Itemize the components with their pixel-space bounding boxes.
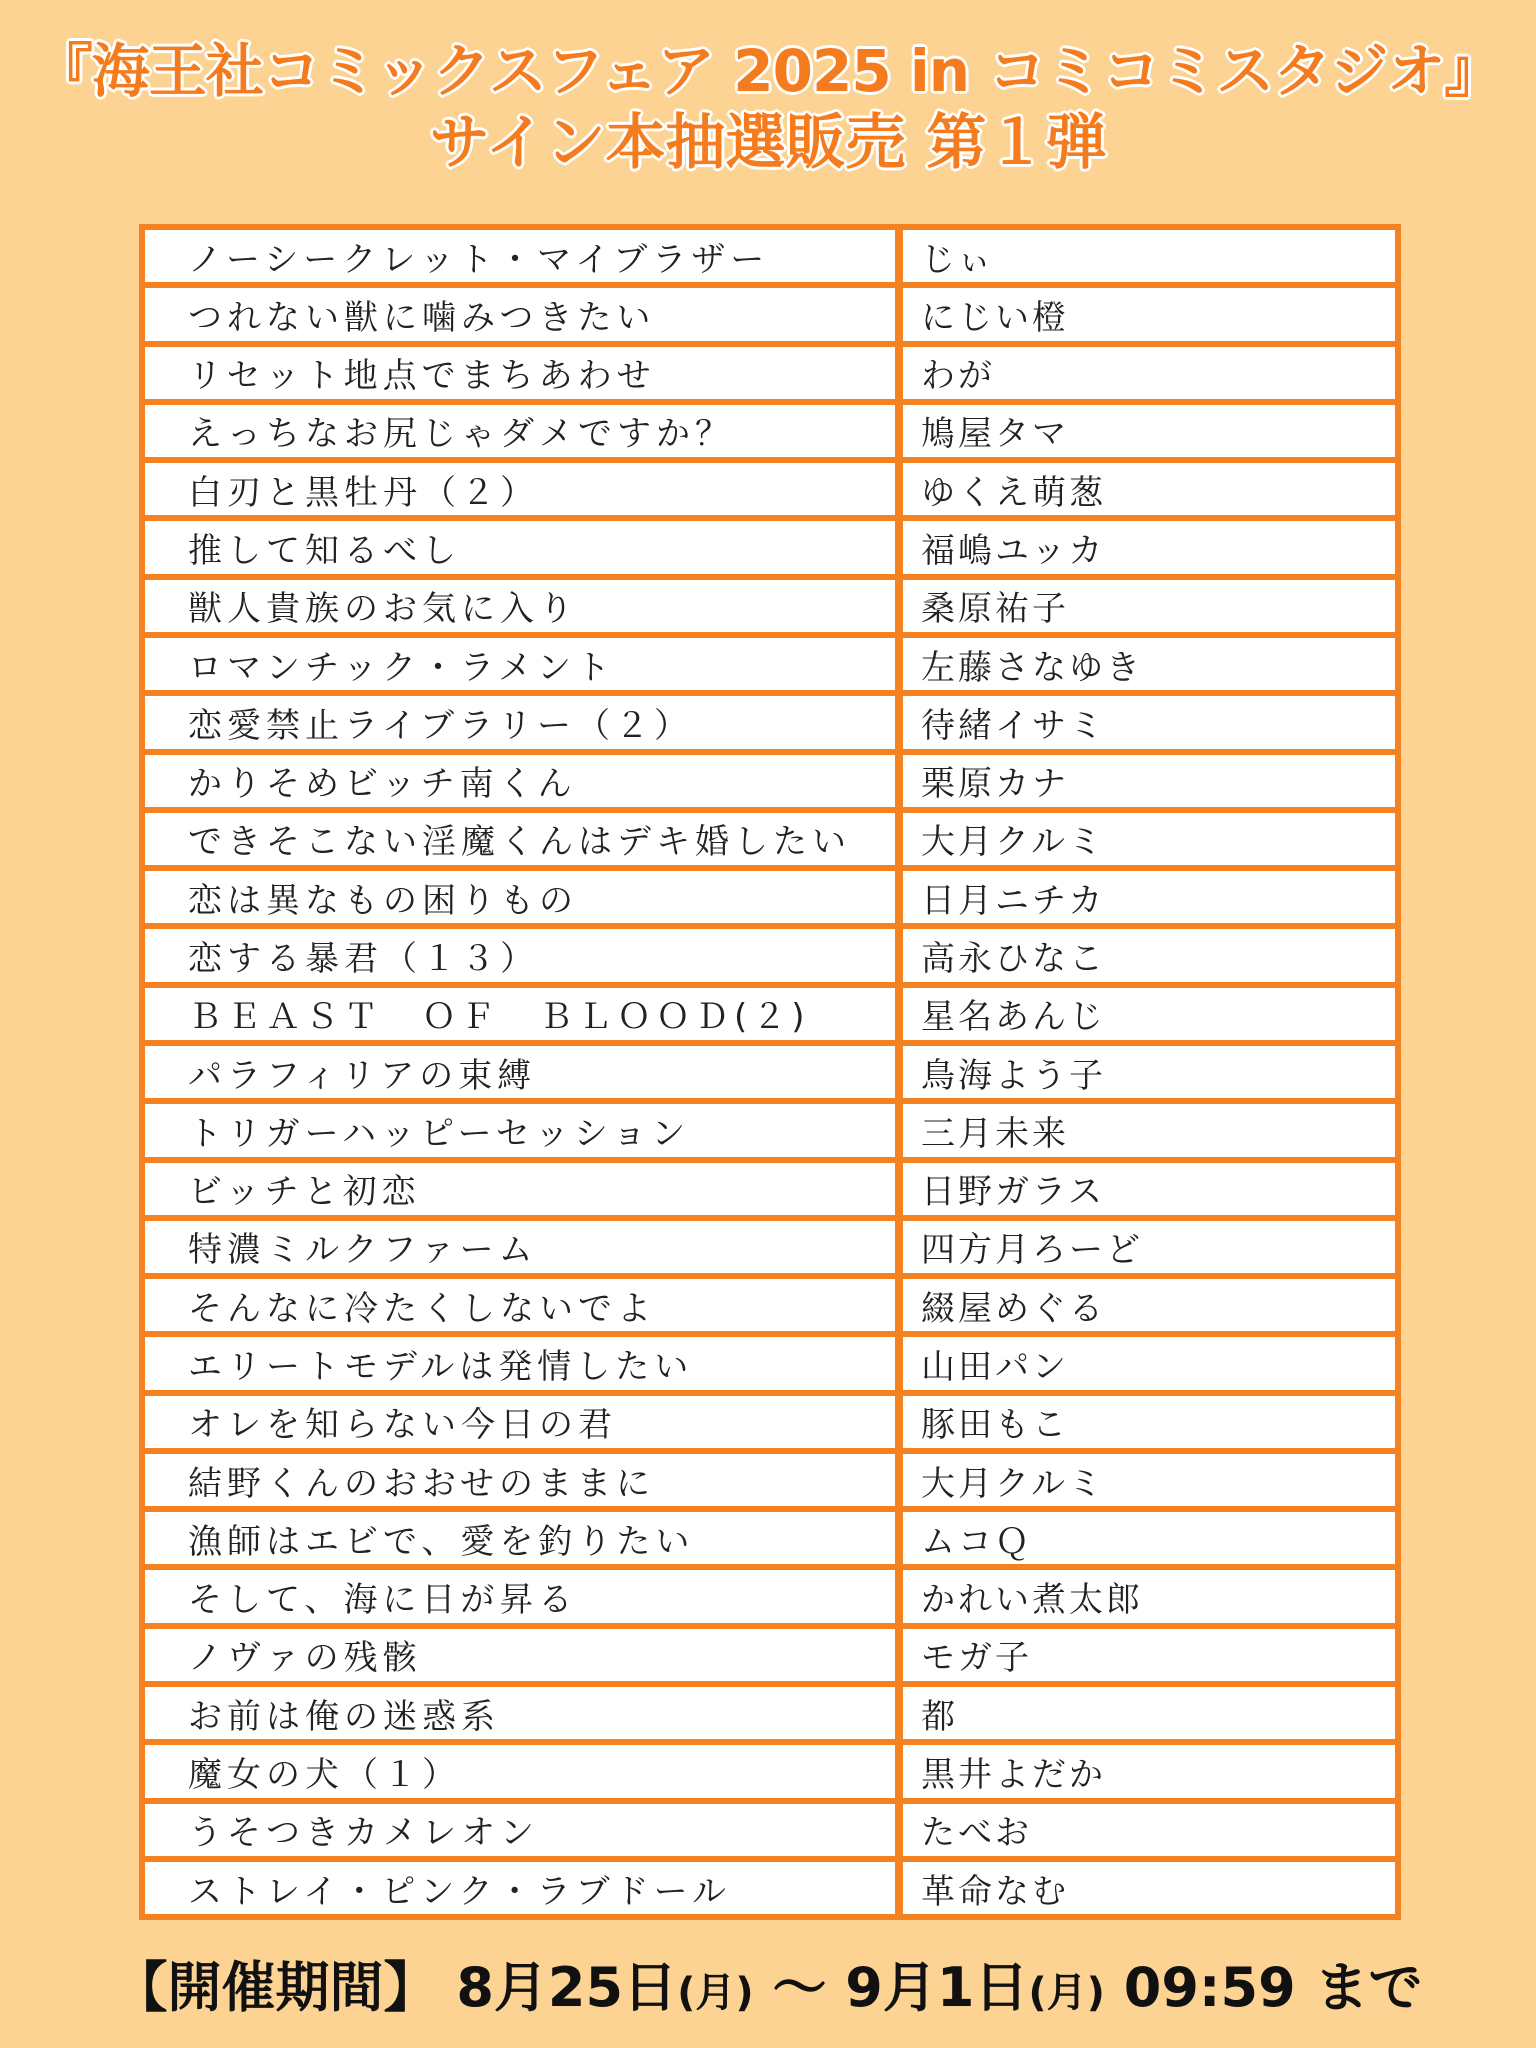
book-title-cell: ストレイ・ピンク・ラブドール: [145, 1862, 895, 1914]
table-row: [145, 929, 1395, 981]
table-row: [145, 1629, 1395, 1681]
author-cell: 都: [903, 1687, 1395, 1739]
author-cell: 大月クルミ: [903, 813, 1395, 865]
book-title-cell: ＢＥＡＳＴ ＯＦ ＢＬＯＯＤ(２): [145, 988, 895, 1040]
book-title-cell: ノーシークレット・マイブラザー: [145, 230, 895, 282]
end-time: 09:59: [1123, 1956, 1296, 2019]
author-cell: 星名あんじ: [903, 988, 1395, 1040]
table-row: [145, 1279, 1395, 1331]
author-cell: 三月未来: [903, 1104, 1395, 1156]
table-row: [145, 347, 1395, 399]
book-title-cell: パラフィリアの束縛: [145, 1046, 895, 1098]
page-title: [0, 37, 1536, 178]
date-separator: 〜: [772, 1956, 827, 2019]
until-label: まで: [1314, 1956, 1423, 2019]
table-row: [145, 521, 1395, 573]
author-cell: 山田パン: [903, 1337, 1395, 1389]
book-title-cell: えっちなお尻じゃダメですか？: [145, 405, 895, 457]
table-row: [145, 1221, 1395, 1273]
book-title-cell: ロマンチック・ラメント: [145, 638, 895, 690]
end-date: 9月1日: [845, 1956, 1029, 2019]
book-title-cell: リセット地点でまちあわせ: [145, 347, 895, 399]
table-row: [145, 871, 1395, 923]
table-row: [145, 405, 1395, 457]
author-cell: じぃ: [903, 230, 1395, 282]
book-title-cell: 魔女の犬（１）: [145, 1745, 895, 1797]
start-day-of-week: (月): [677, 1970, 754, 2016]
author-cell: ゆくえ萌葱: [903, 463, 1395, 515]
book-list-rows: [145, 230, 1395, 1914]
author-cell: ムコＱ: [903, 1512, 1395, 1564]
table-row: [145, 1745, 1395, 1797]
book-title-cell: お前は俺の迷惑系: [145, 1687, 895, 1739]
book-title-cell: 恋は異なもの困りもの: [145, 871, 895, 923]
table-row: [145, 1046, 1395, 1098]
book-title-cell: 特濃ミルクファーム: [145, 1221, 895, 1273]
author-cell: 豚田もこ: [903, 1396, 1395, 1448]
book-title-cell: つれない獣に噛みつきたい: [145, 288, 895, 340]
title-line-2: サイン本抽選販売 第１弾: [429, 107, 1107, 178]
table-row: [145, 813, 1395, 865]
book-title-cell: オレを知らない今日の君: [145, 1396, 895, 1448]
author-cell: 左藤さなゆき: [903, 638, 1395, 690]
table-row: [145, 230, 1395, 282]
book-title-cell: エリートモデルは発情したい: [145, 1337, 895, 1389]
book-title-cell: かりそめビッチ南くん: [145, 755, 895, 807]
table-row: [145, 1512, 1395, 1564]
book-title-cell: ノヴァの残骸: [145, 1629, 895, 1681]
author-cell: 高永ひなこ: [903, 929, 1395, 981]
table-row: [145, 1163, 1395, 1215]
table-row: [145, 288, 1395, 340]
book-list-table: [139, 224, 1401, 1920]
book-title-cell: 獣人貴族のお気に入り: [145, 580, 895, 632]
table-row: [145, 696, 1395, 748]
book-title-cell: 恋する暴君（１３）: [145, 929, 895, 981]
author-cell: にじい橙: [903, 288, 1395, 340]
table-row: [145, 1862, 1395, 1914]
book-title-cell: そんなに冷たくしないでよ: [145, 1279, 895, 1331]
start-date: 8月25日: [456, 1956, 678, 2019]
author-cell: 鳩屋タマ: [903, 405, 1395, 457]
end-day-of-week: (月): [1028, 1970, 1105, 2016]
table-row: [145, 463, 1395, 515]
author-cell: 大月クルミ: [903, 1454, 1395, 1506]
book-title-cell: そして、海に日が昇る: [145, 1570, 895, 1622]
author-cell: 革命なむ: [903, 1862, 1395, 1914]
author-cell: 黒井よだか: [903, 1745, 1395, 1797]
book-title-cell: 恋愛禁止ライブラリー（２）: [145, 696, 895, 748]
book-title-cell: トリガーハッピーセッション: [145, 1104, 895, 1156]
event-period: [0, 1945, 1536, 2022]
table-row: [145, 1337, 1395, 1389]
author-cell: たべお: [903, 1804, 1395, 1856]
table-row: [145, 988, 1395, 1040]
author-cell: 福嶋ユッカ: [903, 521, 1395, 573]
book-title-cell: 推して知るべし: [145, 521, 895, 573]
title-line-1: 『海王社コミックスフェア 2025 in コミコミスタジオ』: [34, 37, 1502, 105]
table-row: [145, 1570, 1395, 1622]
author-cell: 日野ガラス: [903, 1163, 1395, 1215]
book-title-cell: 漁師はエビで、愛を釣りたい: [145, 1512, 895, 1564]
author-cell: 綴屋めぐる: [903, 1279, 1395, 1331]
table-row: [145, 1104, 1395, 1156]
book-title-cell: うそつきカメレオン: [145, 1804, 895, 1856]
table-row: [145, 1804, 1395, 1856]
period-label: 【開催期間】: [113, 1956, 438, 2019]
author-cell: 四方月ろーど: [903, 1221, 1395, 1273]
author-cell: 待緒イサミ: [903, 696, 1395, 748]
table-row: [145, 1454, 1395, 1506]
author-cell: わが: [903, 347, 1395, 399]
author-cell: モガ子: [903, 1629, 1395, 1681]
table-row: [145, 1396, 1395, 1448]
author-cell: かれい煮太郎: [903, 1570, 1395, 1622]
book-title-cell: 白刃と黒牡丹（２）: [145, 463, 895, 515]
author-cell: 桑原祐子: [903, 580, 1395, 632]
table-row: [145, 580, 1395, 632]
book-title-cell: 結野くんのおおせのままに: [145, 1454, 895, 1506]
author-cell: 鳥海よう子: [903, 1046, 1395, 1098]
book-title-cell: できそこない淫魔くんはデキ婚したい: [145, 813, 895, 865]
book-title-cell: ビッチと初恋: [145, 1163, 895, 1215]
table-row: [145, 755, 1395, 807]
table-row: [145, 1687, 1395, 1739]
table-row: [145, 638, 1395, 690]
author-cell: 栗原カナ: [903, 755, 1395, 807]
author-cell: 日月ニチカ: [903, 871, 1395, 923]
